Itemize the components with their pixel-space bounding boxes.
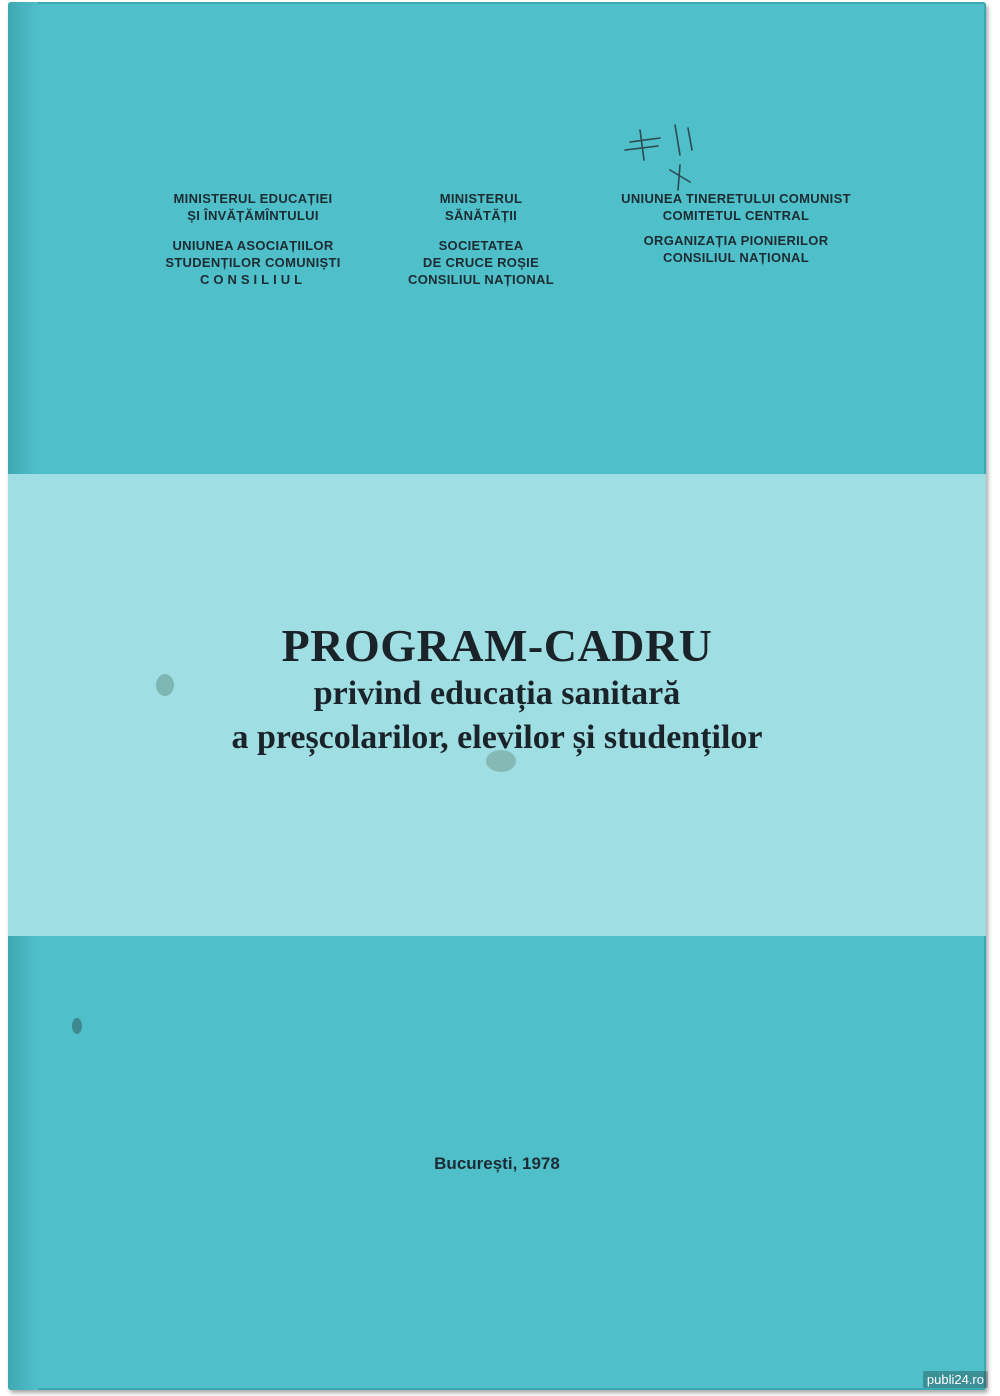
org-column-3 — [586, 190, 886, 279]
org-block — [376, 190, 586, 224]
org-line: UNIUNEA TINERETULUI COMUNIST — [621, 191, 851, 206]
org-line: CONSILIUL — [199, 272, 307, 287]
org-line: SĂNĂTĂȚII — [444, 208, 518, 223]
org-line: STUDENȚILOR COMUNIȘTI — [165, 255, 341, 270]
org-block — [586, 190, 886, 224]
org-block — [376, 237, 586, 288]
stain-mark — [486, 750, 516, 772]
org-line: COMITETUL CENTRAL — [662, 208, 810, 223]
org-line: ORGANIZAȚIA PIONIERILOR — [643, 233, 829, 248]
stain-mark — [156, 674, 174, 696]
org-line: SOCIETATEA — [438, 238, 524, 253]
org-line: ȘI ÎNVĂȚĂMÎNTULUI — [187, 208, 319, 223]
document-title: PROGRAM-CADRU — [281, 620, 713, 671]
issuing-organizations — [8, 190, 986, 330]
org-column-1 — [138, 190, 368, 301]
title-block — [8, 620, 986, 760]
org-line: CONSILIUL NAȚIONAL — [408, 272, 554, 287]
org-line: MINISTERUL EDUCAȚIEI — [173, 191, 333, 206]
pen-scribble-marks — [620, 120, 710, 200]
place-and-year: București, 1978 — [434, 1154, 560, 1173]
site-watermark: publi24.ro — [923, 1371, 988, 1388]
org-line: DE CRUCE ROȘIE — [422, 255, 540, 270]
document-subtitle-line-2: a preșcolarilor, elevilor și studenților — [231, 719, 763, 756]
book-cover — [8, 2, 986, 1390]
document-subtitle-line-1: privind educația sanitară — [313, 675, 681, 712]
org-line: CONSILIUL NAȚIONAL — [663, 250, 809, 265]
org-block — [138, 237, 368, 288]
org-block — [586, 232, 886, 266]
org-line: UNIUNEA ASOCIAȚIILOR — [172, 238, 334, 253]
org-line: MINISTERUL — [439, 191, 523, 206]
stain-mark — [72, 1018, 82, 1034]
org-column-2 — [376, 190, 586, 301]
org-block — [138, 190, 368, 224]
